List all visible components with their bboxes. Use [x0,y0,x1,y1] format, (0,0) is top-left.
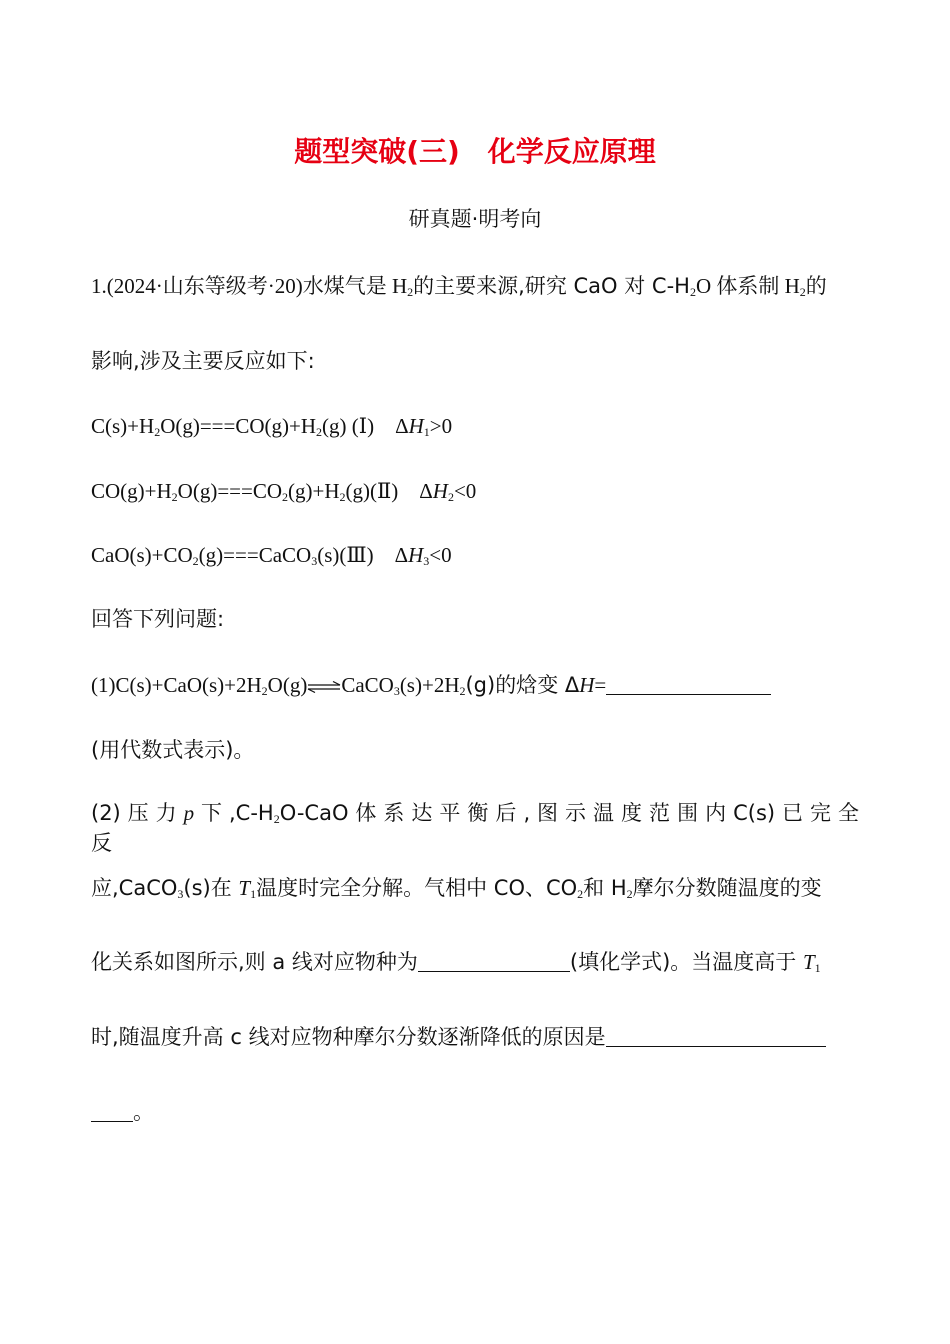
part-1-equation: $(1)C(s)+CaO(s)+2H_2O(g)$ $CaCO_3(s)+2H_2(g)$的焓变 ΔH= [91,669,771,699]
reaction-1: $C(s)+H_2O(g)===CO(g)+H_2(g)$ (Ⅰ) $\Delta H_1>0$ [91,414,453,439]
reaction-3: $CaO(s)+CO_2(g)===CaCO_3(s)(Ⅲ)$ $\Delta H_3<0$ [91,543,452,568]
part-2-line-1: (2) 压 力 p 下 $,C-H_2O$-CaO 体 系 达 平 衡 后 , 图 示 温 度 范 围 内 C(s) 已 完 全 反 [91,801,859,855]
answer-blank-1[interactable] [606,676,771,695]
reaction-2: $CO(g)+H_2O(g)===CO_2(g)+H_2(g)(Ⅱ)$ $\Delta H_2<0$ [91,479,477,504]
question-intro-line-2: 影响,涉及主要反应如下: [91,349,315,373]
section-subtitle: 研真题·明考向 [408,207,542,231]
part-2-line-4: 时,随温度升高 c 线对应物种摩尔分数逐渐降低的原因是 [91,1021,826,1051]
part-1-note: (用代数式表示)。 [91,738,255,762]
equilibrium-arrow-icon [307,681,341,693]
page-title: 题型突破(三) 化学反应原理 [294,135,656,168]
part-2-line-3: 化关系如图所示,则 a 线对应物种为 (填化学式)。当温度高于 $T_1$ [91,950,821,975]
answer-blank-2[interactable] [418,953,570,972]
answer-prompt: 回答下列问题: [91,607,225,631]
part-2-line-5: 。 [91,1096,154,1126]
answer-blank-3[interactable] [606,1028,826,1047]
answer-blank-3-continued[interactable] [91,1103,133,1122]
question-intro-line-1: 1.(2024·山东等级考·20)水煤气是 $H_2$的主要来源,研究 CaO 对 $C-H_2O$ 体系制 $H_2$的 [91,274,827,299]
part-2-line-2: 应,CaCO$_3$(s)在 $T_1$温度时完全分解。气相中 CO、$CO_2$和 $H_2$摩尔分数随温度的变 [91,876,822,901]
